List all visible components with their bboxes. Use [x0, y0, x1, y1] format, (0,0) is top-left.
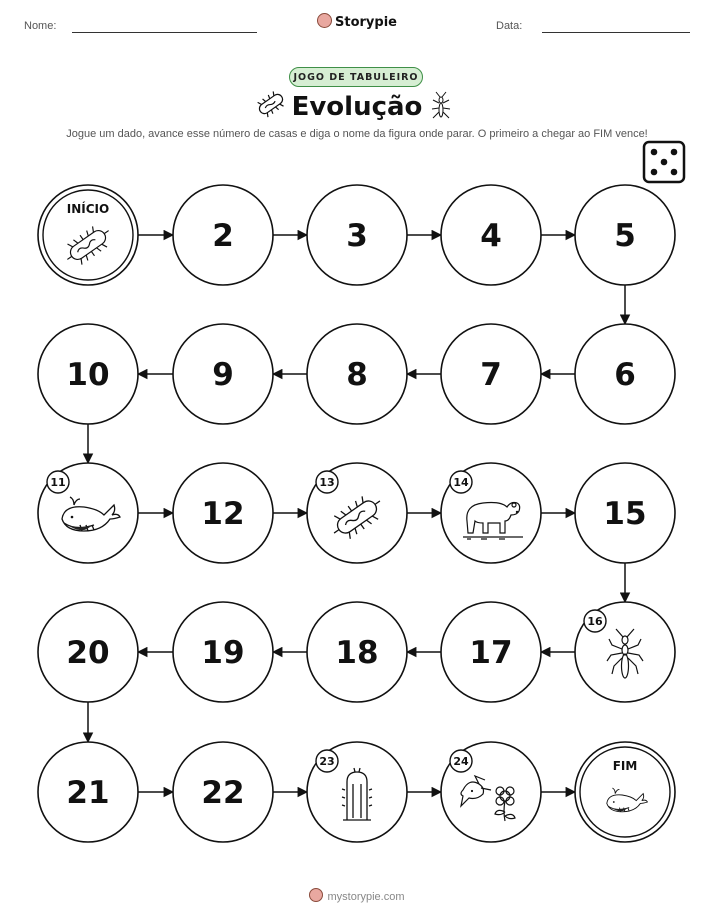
space-number: 14: [453, 476, 469, 489]
space-number: 6: [614, 357, 636, 393]
board-space-13: [307, 463, 407, 563]
name-label: Nome:: [24, 20, 57, 32]
space-number: 8: [346, 357, 368, 393]
board-space-12: [173, 463, 273, 563]
space-number: 5: [614, 218, 636, 254]
board-space-22: [173, 742, 273, 842]
space-number: 24: [453, 755, 469, 768]
instructions: Jogue um dado, avance esse número de casas e diga o nome da figura onde parar. O primeiro a chegar ao FIM vence!: [66, 128, 648, 140]
space-number: 15: [603, 496, 647, 532]
board-space-7: [441, 324, 541, 424]
space-number: 20: [66, 635, 110, 671]
board-space-11: [38, 463, 138, 563]
page-title: Evolução: [291, 92, 423, 122]
space-number: 10: [66, 357, 110, 393]
space-number: 19: [201, 635, 245, 671]
space-number: 23: [319, 755, 335, 768]
category-pill: JOGO DE TABULEIRO: [289, 67, 423, 87]
space-number: 21: [66, 775, 110, 811]
space-circle: [575, 742, 675, 842]
space-number: 7: [480, 357, 502, 393]
footer-url: mystorypie.com: [327, 891, 405, 903]
start-label: INÍCIO: [66, 202, 110, 216]
board-space-16: [575, 602, 675, 702]
board-space-3: [307, 185, 407, 285]
date-label: Data:: [496, 20, 523, 32]
board-space-25: [575, 742, 675, 842]
board-space-6: [575, 324, 675, 424]
space-number: 18: [335, 635, 379, 671]
end-label: FIM: [612, 759, 638, 773]
board-space-5: [575, 185, 675, 285]
space-number: 2: [212, 218, 234, 254]
space-number: 17: [469, 635, 513, 671]
space-number: 22: [201, 775, 245, 811]
board-space-15: [575, 463, 675, 563]
board-space-24: [441, 742, 541, 842]
board-space-2: [173, 185, 273, 285]
board-space-23: [307, 742, 407, 842]
space-number: 4: [480, 218, 502, 254]
space-number: 13: [319, 476, 335, 489]
board-space-14: [441, 463, 541, 563]
board-space-18: [307, 602, 407, 702]
board-space-9: [173, 324, 273, 424]
board-space-1: [38, 185, 138, 285]
space-number: 11: [50, 476, 66, 489]
space-number: 16: [587, 615, 603, 628]
board-space-19: [173, 602, 273, 702]
board-space-21: [38, 742, 138, 842]
board-space-10: [38, 324, 138, 424]
bear-icon: [309, 888, 323, 902]
space-number: 9: [212, 357, 234, 393]
space-number: 3: [346, 218, 368, 254]
board-space-4: [441, 185, 541, 285]
board-space-8: [307, 324, 407, 424]
brand-name: Storypie: [335, 15, 397, 30]
footer: [0, 888, 714, 903]
board-space-17: [441, 602, 541, 702]
board-space-20: [38, 602, 138, 702]
space-number: 12: [201, 496, 245, 532]
